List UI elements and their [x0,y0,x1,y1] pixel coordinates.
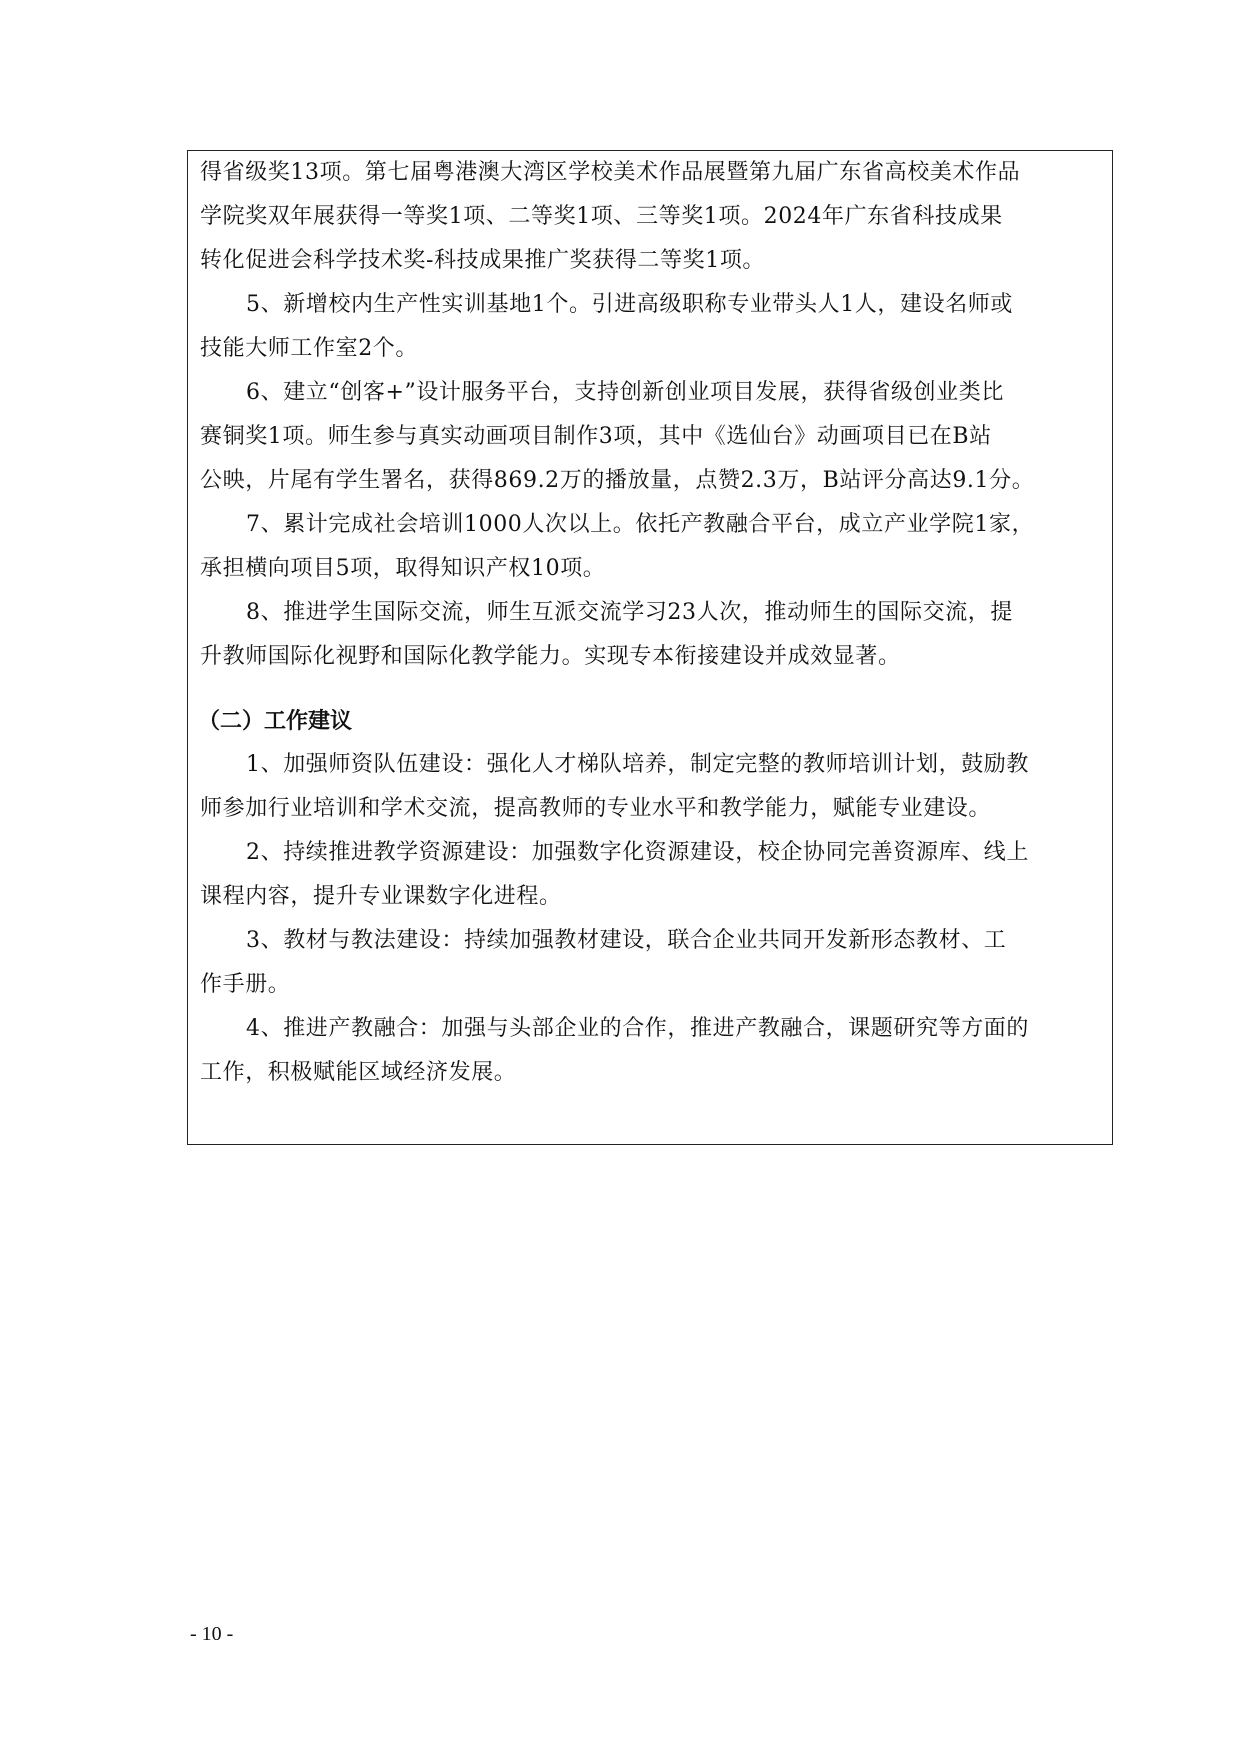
text-line: 6、建立“创客+”设计服务平台，支持创新创业项目发展，获得省级创业类比 [246,380,1004,405]
text-line: 赛铜奖1项。师生参与真实动画项目制作3项，其中《选仙台》动画项目已在B站 [200,424,992,449]
text-line: 得省级奖13项。第七届粤港澳大湾区学校美术作品展暨第九届广东省高校美术作品 [200,160,1021,185]
section-gap [200,679,1098,699]
text-line: 升教师国际化视野和国际化教学能力。实现专本衔接建设并成效显著。 [200,644,901,669]
text-line: 7、累计完成社会培训1000人次以上。依托产教融合平台，成立产业学院1家， [246,512,1035,537]
text-line: 1、加强师资队伍建设：强化人才梯队培养，制定完整的教师培训计划，鼓励教 [246,752,1029,777]
text-line: 承担横向项目5项，取得知识产权10项。 [200,556,606,581]
text-line: 转化促进会科学技术奖-科技成果推广奖获得二等奖1项。 [200,248,766,273]
text-line: 师参加行业培训和学术交流，提高教师的专业水平和教学能力，赋能专业建设。 [200,796,992,821]
text-line: 作手册。 [200,972,291,997]
section-heading: （二）工作建议 [198,708,353,734]
text-line: 工作，积极赋能区域经济发展。 [200,1060,517,1085]
text-line: 2、持续推进教学资源建设：加强数字化资源建设，校企协同完善资源库、线上 [246,840,1029,865]
text-line: 5、新增校内生产性实训基地1个。引进高级职称专业带头人1人，建设名师或 [246,292,1013,317]
text-line: 学院奖双年展获得一等奖1项、二等奖1项、三等奖1项。2024年广东省科技成果 [200,204,1003,229]
text-line: 课程内容，提升专业课数字化进程。 [200,884,562,909]
page-number: - 10 - [190,1623,234,1645]
report-table-cell [187,150,1113,1145]
text-line: 技能大师工作室2个。 [200,336,418,361]
text-line: 8、推进学生国际交流，师生互派交流学习23人次，推动师生的国际交流，提 [246,600,1013,625]
text-line: 公映，片尾有学生署名，获得869.2万的播放量，点赞2.3万，B站评分高达9.1分。 [200,468,1035,493]
text-line: 4、推进产教融合：加强与头部企业的合作，推进产教融合，课题研究等方面的 [246,1016,1029,1041]
text-line: 3、教材与教法建设：持续加强教材建设，联合企业共同开发新形态教材、工 [246,928,1007,953]
